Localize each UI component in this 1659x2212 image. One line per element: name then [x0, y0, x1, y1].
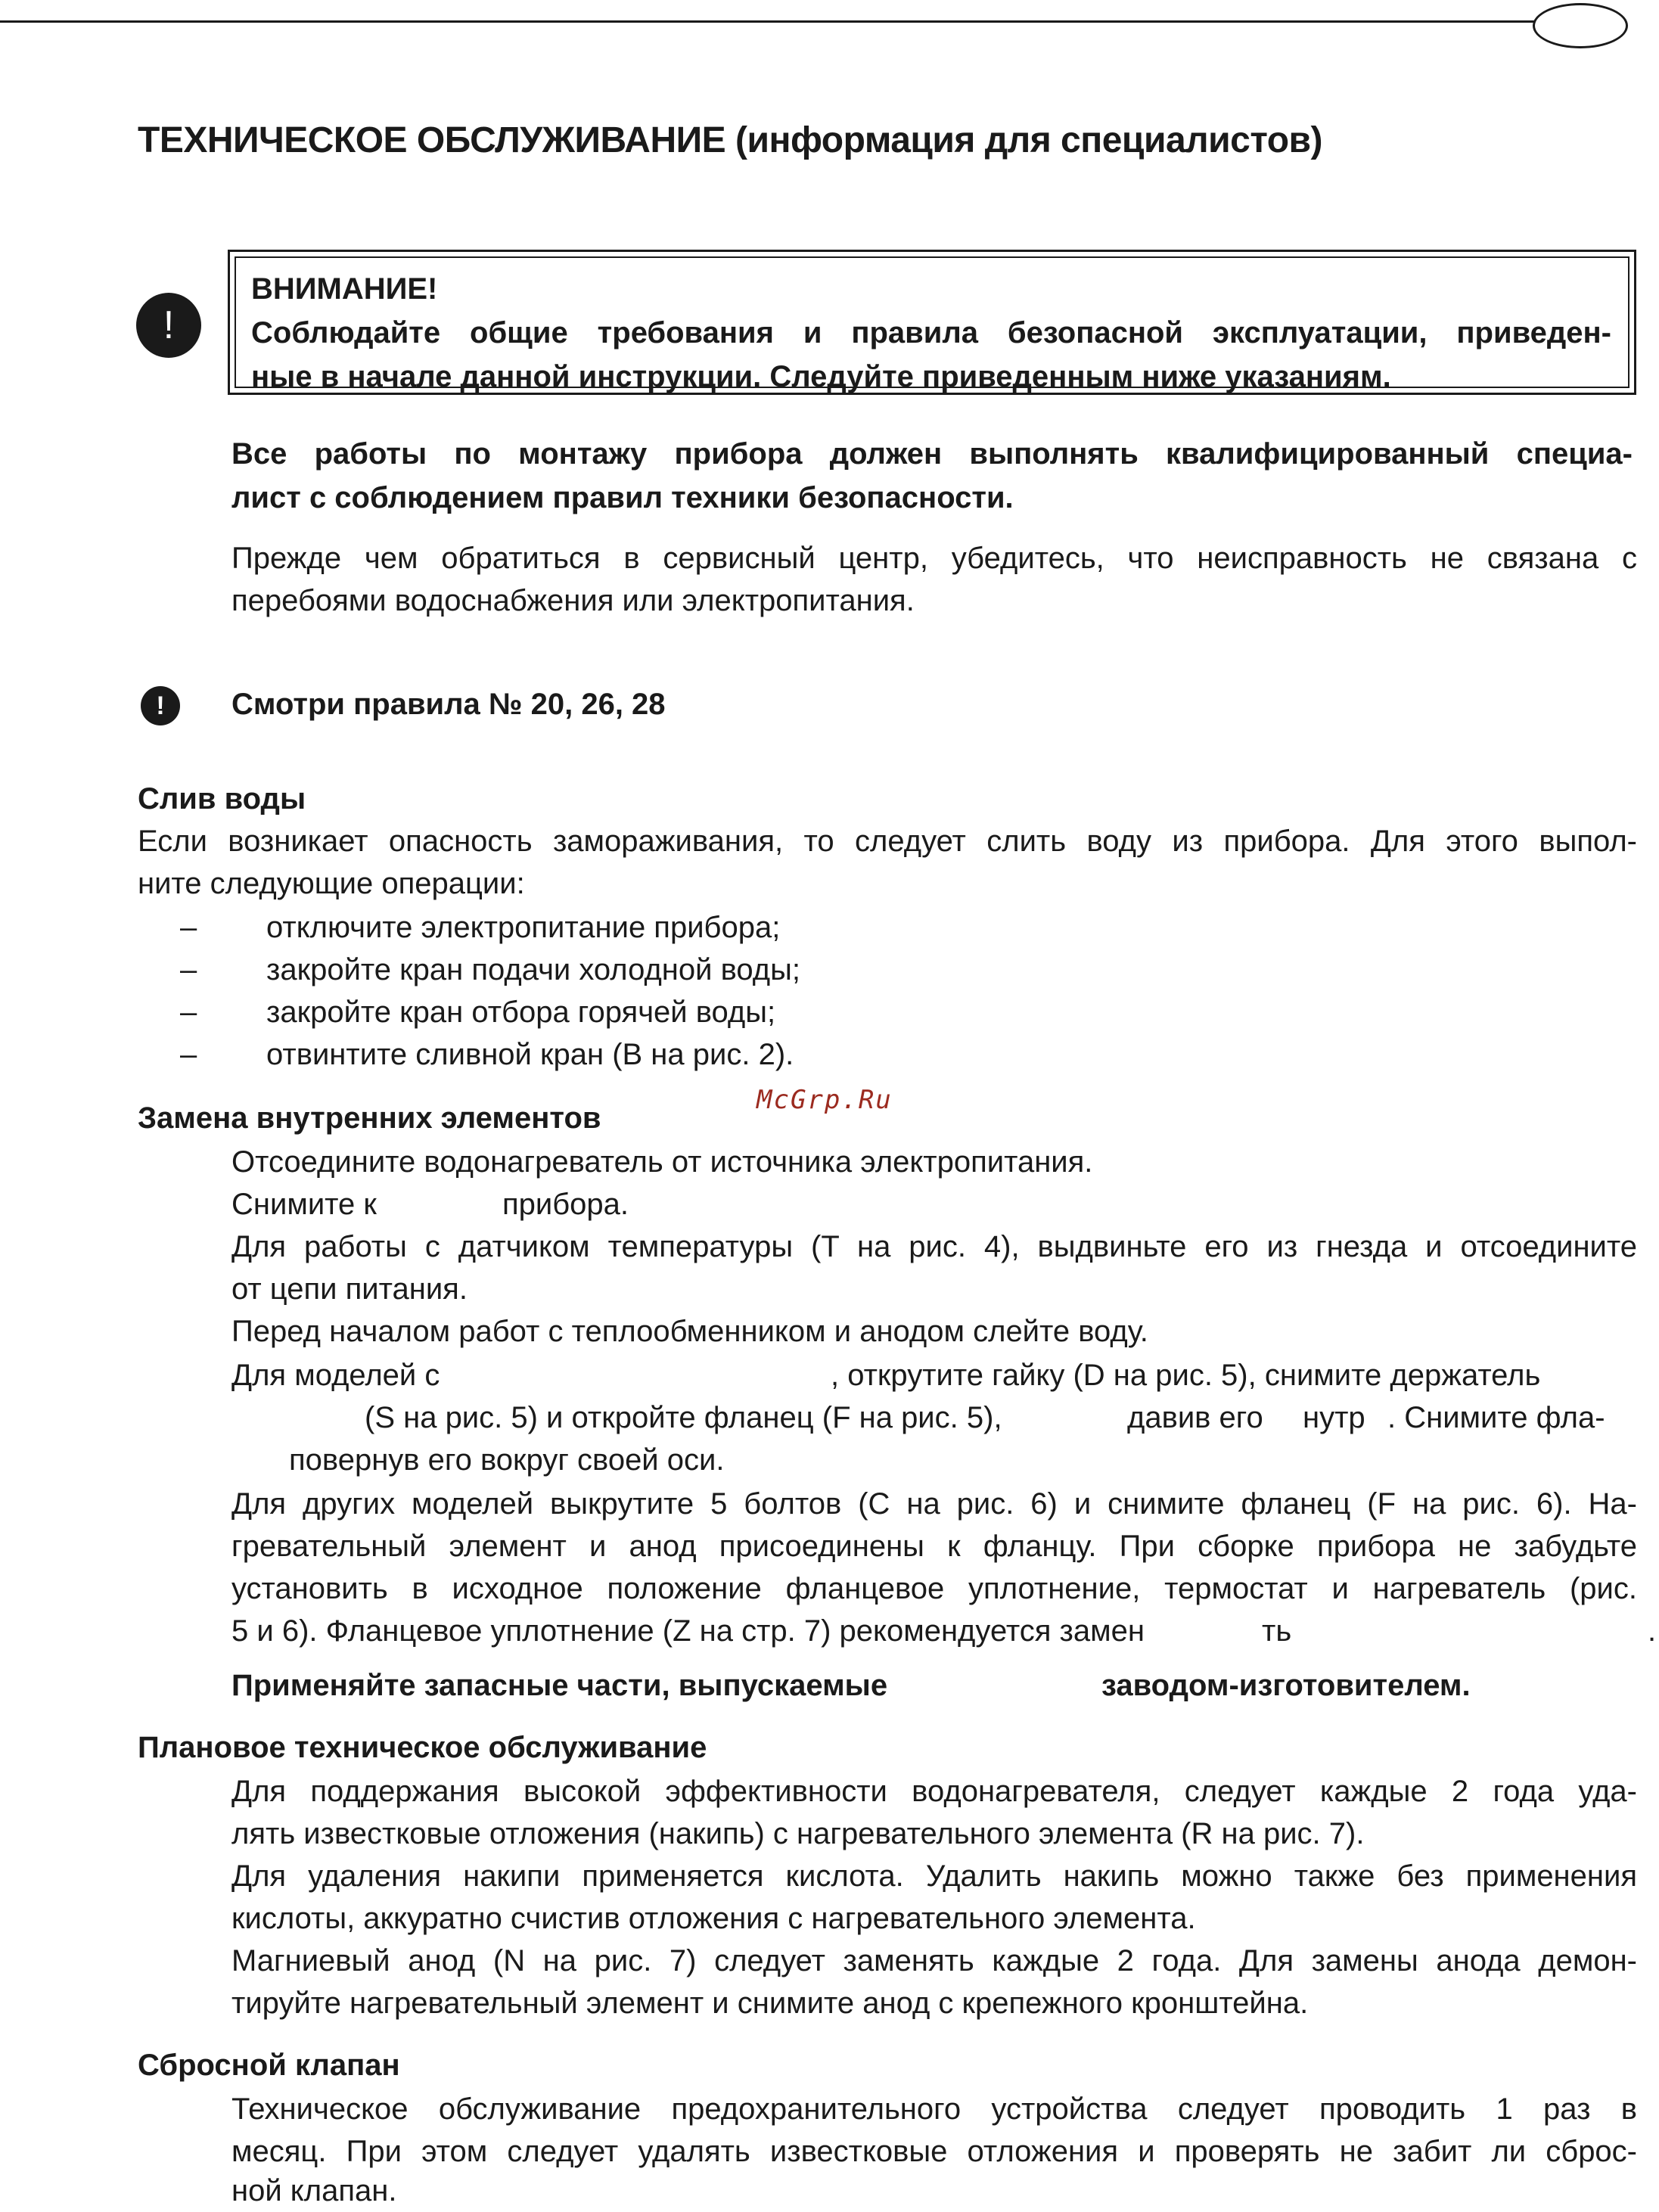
- list-bullet: –: [180, 1038, 197, 1071]
- valve-line: Техническое обслуживание предохранительного устройства следует проводить 1 раз в: [231, 2092, 1637, 2126]
- intro-bold-1: Все работы по монтажу прибора должен выполнять квалифицированный специа-: [231, 437, 1633, 471]
- replace-line: Для работы с датчиком температуры (T на рис. 4), выдвиньте его из гнезда и отсоедините: [231, 1230, 1637, 1263]
- replace-line: Для других моделей выкрутите 5 болтов (С на рис. 6) и снимите фланец (F на рис. 6). На-: [231, 1487, 1637, 1521]
- intro-line-1: Прежде чем обратиться в сервисный центр, убедитесь, что неисправность не связана с: [231, 542, 1637, 575]
- valve-line: месяц. При этом следует удалять известковые отложения и проверять не забит ли сброс-: [231, 2135, 1637, 2168]
- maintenance-line: Для удаления накипи применяется кислота. Удалить накипь можно также без применения: [231, 1859, 1637, 1893]
- rules-reference: Смотри правила № 20, 26, 28: [231, 688, 666, 721]
- replace-line: установить в исходное положение фланцевое уплотнение, термостат и нагреватель (рис.: [231, 1572, 1637, 1605]
- list-item: отвинтите сливной кран (B на рис. 2).: [266, 1038, 794, 1071]
- list-item: отключите электропитание прибора;: [266, 911, 781, 944]
- exclamation-icon: !: [136, 293, 201, 358]
- replace-line: Снимите к: [231, 1188, 377, 1221]
- warning-heading: ВНИМАНИЕ!: [251, 272, 438, 306]
- warning-line-1: Соблюдайте общие требования и правила безопасной эксплуатации, приведен-: [251, 316, 1611, 350]
- replace-line: от цепи питания.: [231, 1272, 468, 1306]
- replace-line: давив его: [1127, 1401, 1263, 1434]
- replace-line: (S на рис. 5) и откройте фланец (F на рис. 5),: [365, 1401, 1002, 1434]
- drain-line-1: Если возникает опасность замораживания, то следует слить воду из прибора. Для этого выпол-: [138, 825, 1637, 858]
- valve-heading: Сбросной клапан: [138, 2049, 400, 2082]
- list-bullet: –: [180, 911, 197, 944]
- replace-line: нутр: [1303, 1401, 1365, 1434]
- replace-line: ть: [1262, 1614, 1292, 1648]
- replace-line: повернув его вокруг своей оси.: [289, 1443, 725, 1477]
- replace-line: Перед началом работ с теплообменником и анодом слейте воду.: [231, 1315, 1148, 1348]
- list-bullet: –: [180, 996, 197, 1029]
- replace-line: , открутите гайку (D на рис. 5), снимите держатель: [831, 1359, 1541, 1392]
- intro-line-2: перебоями водоснабжения или электропитания.: [231, 584, 915, 617]
- intro-bold-2: лист с соблюдением правил техники безопасности.: [231, 481, 1014, 514]
- list-item: закройте кран подачи холодной воды;: [266, 953, 800, 986]
- maintenance-line: кислоты, аккуратно счистив отложения с нагревательного элемента.: [231, 1902, 1196, 1935]
- replace-line: . Снимите фла-: [1387, 1401, 1605, 1434]
- maintenance-line: Магниевый анод (N на рис. 7) следует заменять каждые 2 года. Для замены анода демон-: [231, 1944, 1637, 1977]
- replace-line: Для моделей с: [231, 1359, 440, 1392]
- watermark: McGrp.Ru: [756, 1085, 893, 1115]
- replace-bold-b: заводом-изготовителем.: [1101, 1669, 1471, 1702]
- replace-line: прибора.: [502, 1188, 629, 1221]
- list-item: закройте кран отбора горячей воды;: [266, 996, 776, 1029]
- replace-line: Отсоедините водонагреватель от источника электропитания.: [231, 1145, 1093, 1179]
- page-number-oval: [1533, 3, 1628, 48]
- maintenance-heading: Плановое техническое обслуживание: [138, 1731, 707, 1764]
- valve-line: ной клапан.: [231, 2174, 397, 2207]
- maintenance-line: Для поддержания высокой эффективности водонагревателя, следует каждые 2 года уда-: [231, 1775, 1637, 1808]
- top-rule: [0, 20, 1536, 23]
- replace-line: гревательный элемент и анод присоединены к фланцу. При сборке прибора не забудьте: [231, 1530, 1637, 1563]
- page-title: ТЕХНИЧЕСКОЕ ОБСЛУЖИВАНИЕ (информация для специалистов): [138, 120, 1323, 160]
- replace-bold-a: Применяйте запасные части, выпускаемые: [231, 1669, 888, 1702]
- drain-heading: Слив воды: [138, 782, 306, 816]
- maintenance-line: тируйте нагревательный элемент и снимите анод с крепежного кронштейна.: [231, 1987, 1309, 2020]
- maintenance-line: лять известковые отложения (накипь) с нагревательного элемента (R на рис. 7).: [231, 1817, 1365, 1850]
- warning-box: [228, 250, 1636, 395]
- replace-line: .: [1648, 1614, 1657, 1648]
- drain-line-2: ните следующие операции:: [138, 867, 525, 900]
- warning-line-2: ные в начале данной инструкции. Следуйте приведенным ниже указаниям.: [251, 360, 1391, 393]
- replace-line: 5 и 6). Фланцевое уплотнение (Z на стр. 7) рекомендуется замен: [231, 1614, 1145, 1648]
- list-bullet: –: [180, 953, 197, 986]
- replace-heading: Замена внутренних элементов: [138, 1101, 601, 1135]
- exclamation-icon: !: [141, 686, 180, 725]
